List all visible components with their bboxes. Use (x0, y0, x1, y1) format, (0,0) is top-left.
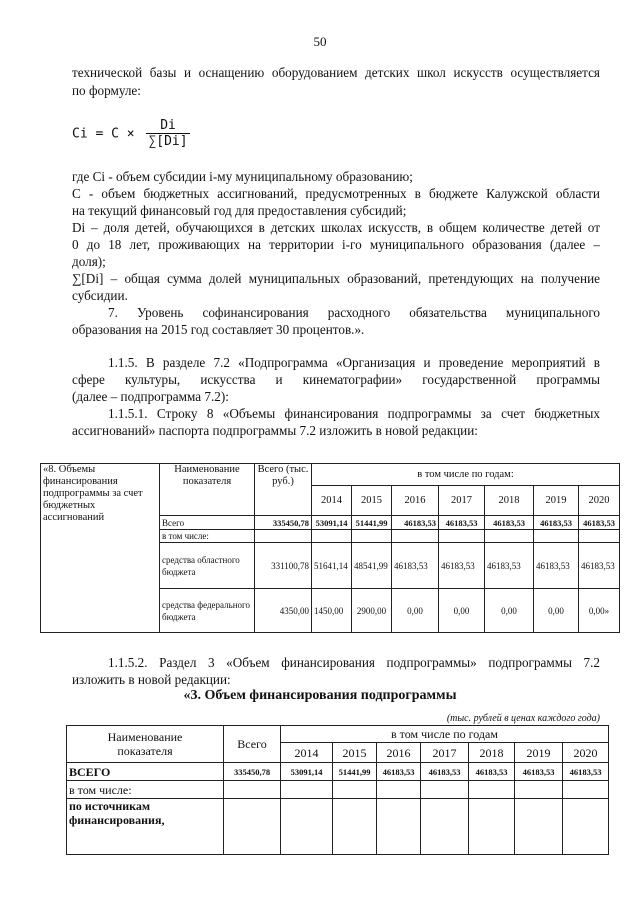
page-number: 50 (313, 34, 327, 49)
row-label: в том числе: (67, 781, 224, 799)
paragraph-line: по формуле: (72, 83, 141, 98)
year-header: 2016 (377, 743, 421, 763)
cell-value: 46183,53 (439, 516, 485, 530)
cell-value: 0,00 (392, 589, 439, 633)
year-header: 2015 (333, 743, 377, 763)
row-label: Всего (160, 516, 255, 530)
table-row (67, 799, 609, 855)
row-label: средства федерального бюджета (160, 589, 255, 633)
paragraph-line: 1.1.5. В разделе 7.2 «Подпрограмма «Организация и проведение мероприятий в (108, 355, 600, 370)
units-note: (тыс. рублей в ценах каждого года) (446, 713, 600, 724)
cell-value: 51441,99 (352, 516, 392, 530)
formula-denominator: ∑[Di] (148, 134, 188, 149)
cell-value: 48541,99 (352, 543, 392, 589)
definition-line: доля); (72, 254, 106, 269)
cell-value: 0,00» (579, 589, 620, 633)
cell-value: 0,00 (534, 589, 579, 633)
cell-value: 0,00 (485, 589, 534, 633)
total-header: Всего (224, 726, 281, 763)
year-header: 2016 (392, 486, 439, 516)
cell-value: 335450,78 (224, 763, 281, 781)
definition-line: на текущий финансовый год для предоставления субсидий; (72, 203, 407, 218)
cell-value: 46183,53 (563, 763, 609, 781)
row-label: по источникам финансирования, (67, 799, 224, 855)
cell-value: 46183,53 (534, 543, 579, 589)
cell-value: 331100,78 (255, 543, 312, 589)
cell-value: 4350,00 (255, 589, 312, 633)
year-header: 2020 (579, 486, 620, 516)
row-label: в том числе: (160, 530, 255, 543)
definition-line: С - объем бюджетных ассигнований, предусмотренных в бюджете Калужской области (72, 186, 600, 201)
formula-lhs: Ci = C × (72, 126, 135, 142)
formula-fraction (146, 118, 189, 150)
cell-value: 51441,99 (333, 763, 377, 781)
year-header: 2019 (534, 486, 579, 516)
table-row (67, 763, 609, 781)
cell-value: 46183,53 (579, 516, 620, 530)
definition-line: 0 до 18 лет, проживающих на территории i-го муниципального образования (далее – (72, 237, 600, 252)
indicator-header: Наименование показателя (160, 464, 255, 516)
cell-value: 51641,14 (312, 543, 352, 589)
subsidy-formula (72, 118, 190, 150)
cell-value: 2900,00 (352, 589, 392, 633)
cell-value: 46183,53 (534, 516, 579, 530)
cell-value: 46183,53 (421, 763, 469, 781)
indicator-header: Наименование показателя (67, 726, 224, 763)
cell-value: 46183,53 (392, 543, 439, 589)
cell-value: 46183,53 (485, 543, 534, 589)
paragraph-line: ассигнований» паспорта подпрограммы 7.2 изложить в новой редакции: (72, 423, 478, 438)
cell-value: 46183,53 (377, 763, 421, 781)
definition-line: субсидии. (72, 288, 128, 303)
total-header: Всего (тыс. руб.) (255, 464, 312, 516)
cell-value: 1450,00 (312, 589, 352, 633)
paragraph-line: 7. Уровень софинансирования расходного обязательства муниципального (108, 305, 600, 320)
section-heading: «3. Объем финансирования подпрограммы (183, 688, 457, 703)
year-header: 2017 (439, 486, 485, 516)
cell-value: 46183,53 (515, 763, 563, 781)
year-header: 2015 (352, 486, 392, 516)
cell-value: 335450,78 (255, 516, 312, 530)
cell-value: 46183,53 (439, 543, 485, 589)
definition-line: где Ci - объем субсидии i-му муниципальному образованию; (72, 169, 413, 184)
cell-value: 46183,53 (469, 763, 515, 781)
year-header: 2019 (515, 743, 563, 763)
year-header: 2014 (281, 743, 333, 763)
year-header: 2014 (312, 486, 352, 516)
paragraph-line: образования на 2015 год составляет 30 процентов.». (72, 322, 365, 337)
cell-value: 0,00 (439, 589, 485, 633)
funding-table (66, 725, 609, 855)
year-header: 2017 (421, 743, 469, 763)
definition-line: ∑[Di] – общая сумма долей муниципальных образований, претендующих на получение (72, 271, 600, 286)
program-label-cell: «8. Объемы финансирования подпрограммы за счет бюджетных ассигнований (41, 464, 160, 633)
paragraph-line: изложить в новой редакции: (72, 672, 231, 687)
passport-table (40, 463, 620, 633)
paragraph-line: сфере культуры, искусства и кинематографии» государственной программы (72, 372, 600, 387)
year-header: 2020 (563, 743, 609, 763)
row-label: средства областного бюджета (160, 543, 255, 589)
cell-value: 46183,53 (579, 543, 620, 589)
cell-value: 46183,53 (392, 516, 439, 530)
cell-value: 53091,14 (312, 516, 352, 530)
formula-numerator: Di (146, 118, 189, 134)
years-header: в том числе по годам: (312, 464, 620, 486)
definition-line: Di – доля детей, обучающихся в детских школах искусств, в общем количестве детей от (72, 220, 600, 235)
paragraph-line: технической базы и оснащению оборудованием детских школ искусств осуществляется (72, 65, 600, 80)
years-header: в том числе по годам (281, 726, 609, 743)
row-label: ВСЕГО (67, 763, 224, 781)
paragraph-line: 1.1.5.2. Раздел 3 «Объем финансирования подпрограммы» подпрограммы 7.2 (108, 655, 600, 670)
paragraph-line: 1.1.5.1. Строку 8 «Объемы финансирования подпрограммы за счет бюджетных (108, 406, 600, 421)
year-header: 2018 (469, 743, 515, 763)
cell-value: 46183,53 (485, 516, 534, 530)
paragraph-line: (далее – подпрограмма 7.2): (72, 389, 229, 404)
table-row (67, 781, 609, 799)
year-header: 2018 (485, 486, 534, 516)
cell-value: 53091,14 (281, 763, 333, 781)
